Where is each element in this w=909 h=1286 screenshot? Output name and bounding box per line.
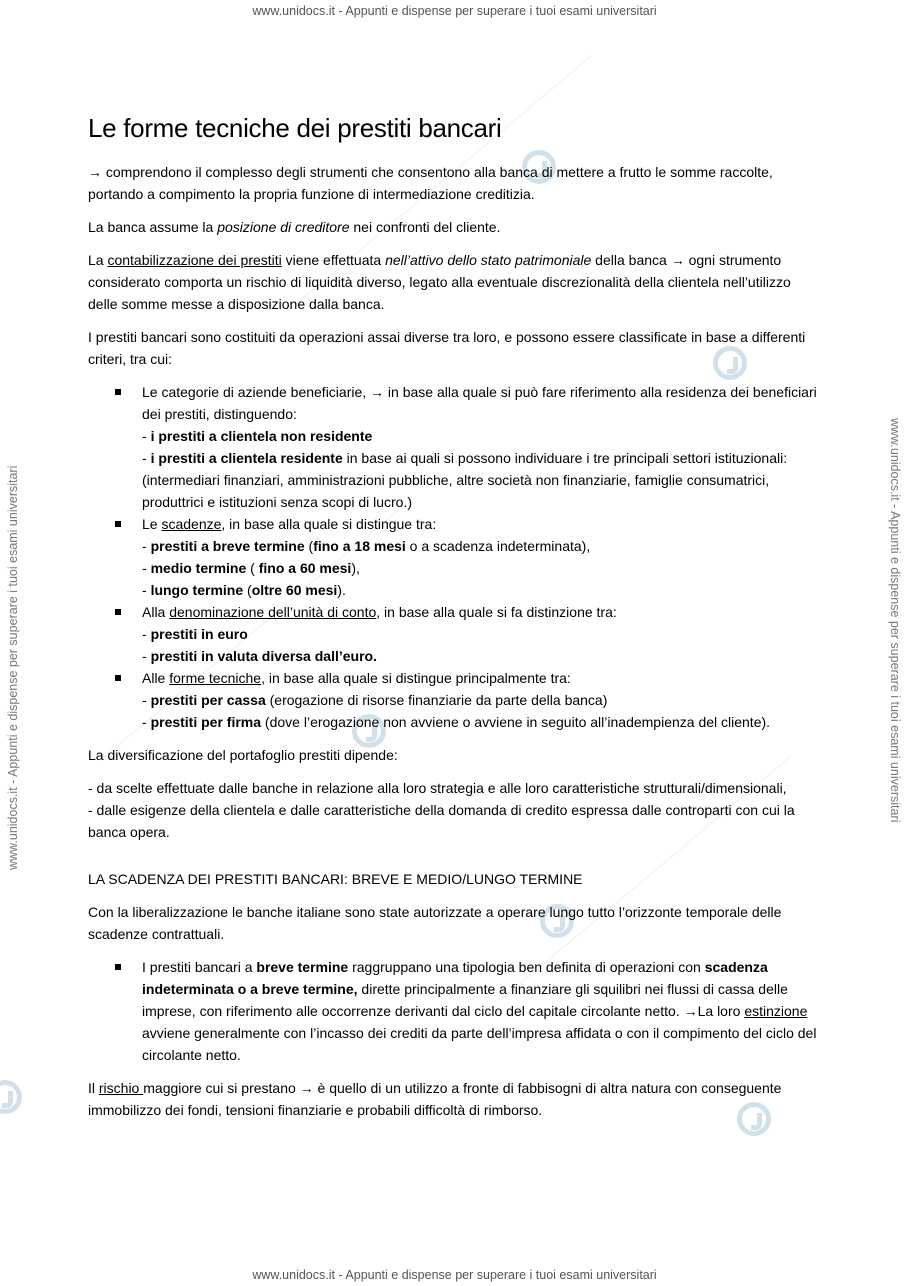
diversification-causes: - da scelte effettuate dalle banche in relazione alla loro strategia e alle loro caratteristiche strutturali/dimensionali, - dalle esigenze della clientela e dalle caratteristiche della domanda di credito espressa dalle controparti con cui la banca opera.	[88, 780, 795, 840]
section-heading: LA SCADENZA DEI PRESTITI BANCARI: BREVE E MEDIO/LUNGO TERMINE	[88, 871, 583, 887]
watermark-right: www.unidocs.it - Appunti e dispense per superare i tuoi esami universitari	[888, 418, 902, 823]
list-item-categorie: Le categorie di aziende beneficiarie, → in base alla quale si può fare riferimento alla residenza dei beneficiari dei prestiti, distinguendo: - i prestiti a clientela non residente - i prestiti a clientela residente in base ai quali si possono individuare i tre principali settori istituzionali: (intermediari finanziari, amministrazioni pubbliche, altre società non finanziarie, famiglie consumatrici, produttrici e istituzioni senza scopi di lucro.)	[88, 381, 820, 513]
arrow-icon: →	[670, 252, 685, 268]
classification-paragraph: I prestiti bancari sono costituiti da operazioni assai diverse tra loro, e possono essere classificate in base a differenti criteri, tra cui:	[88, 329, 806, 367]
arrow-icon: →	[88, 164, 102, 180]
list-item-forme: Alle forme tecniche, in base alla quale si distingue principalmente tra: - prestiti per cassa (erogazione di risorse finanziarie da parte della banca) - prestiti per firma (dove l’erogazione non avviene o avviene in seguito all’inadempienza del cliente).	[88, 667, 820, 733]
list-item-scadenze: Le scadenze, in base alla quale si distingue tra: - prestiti a breve termine (fino a 18 mesi o a scadenza indeterminata), - medio termine ( fino a 60 mesi), - lungo termine (oltre 60 mesi).	[88, 513, 820, 601]
liberalization-paragraph: Con la liberalizzazione le banche italiane sono state autorizzate a operare lungo tutto l’orizzonte temporale delle scadenze contrattuali.	[88, 904, 782, 942]
watermark-footer: www.unidocs.it - Appunti e dispense per superare i tuoi esami universitari	[252, 1268, 657, 1282]
list-item-denominazione: Alla denominazione dell’unità di conto, in base alla quale si fa distinzione tra: - prestiti in euro - prestiti in valuta diversa dall’euro.	[88, 601, 820, 667]
watermark-left: www.unidocs.it - Appunti e dispense per superare i tuoi esami universitari	[6, 465, 20, 870]
arrow-icon: →	[299, 1080, 314, 1096]
accounting-paragraph: La contabilizzazione dei prestiti viene effettuata nell’attivo dello stato patrimoniale della banca → ogni strumento considerato comporta un rischio di liquidità diverso, legato alla eventuale discrezionalità della clientela nell’utilizzo delle somme messe a disposizione dalla banca.	[88, 252, 791, 312]
document-body	[88, 108, 820, 1132]
watermark-logo-icon	[0, 1080, 22, 1114]
creditor-paragraph: La banca assume la posizione di creditore nei confronti del cliente.	[88, 219, 501, 235]
arrow-icon: →	[683, 1003, 698, 1019]
intro-paragraph: → comprendono il complesso degli strumenti che consentono alla banca di mettere a frutto le somme raccolte, portando a compimento la propria funzione di intermediazione creditizia.	[88, 164, 773, 202]
criteria-list	[88, 381, 820, 733]
watermark-header: www.unidocs.it - Appunti e dispense per superare i tuoi esami universitari	[252, 4, 657, 18]
short-term-list	[88, 956, 820, 1066]
arrow-icon: →	[370, 384, 385, 400]
diversification-paragraph: La diversificazione del portafoglio prestiti dipende:	[88, 747, 398, 763]
risk-paragraph: Il rischio maggiore cui si prestano → è quello di un utilizzo a fronte di fabbisogni di altra natura con conseguente immobilizzo dei fondi, tensioni finanziarie e probabili difficoltà di rimborso.	[88, 1080, 782, 1118]
page-title: Le forme tecniche dei prestiti bancari	[88, 113, 502, 143]
list-item-breve-termine: I prestiti bancari a breve termine raggruppano una tipologia ben definita di operazioni con scadenza indeterminata o a breve termine, dirette principalmente a finanziare gli squilibri nei flussi di cassa delle imprese, con riferimento alle occorrenze derivanti dal ciclo del capitale circolante netto. →La loro estinzione avviene generalmente con l’incasso dei crediti da parte dell’impresa affidata o con il compimento del ciclo del circolante netto.	[88, 956, 820, 1066]
